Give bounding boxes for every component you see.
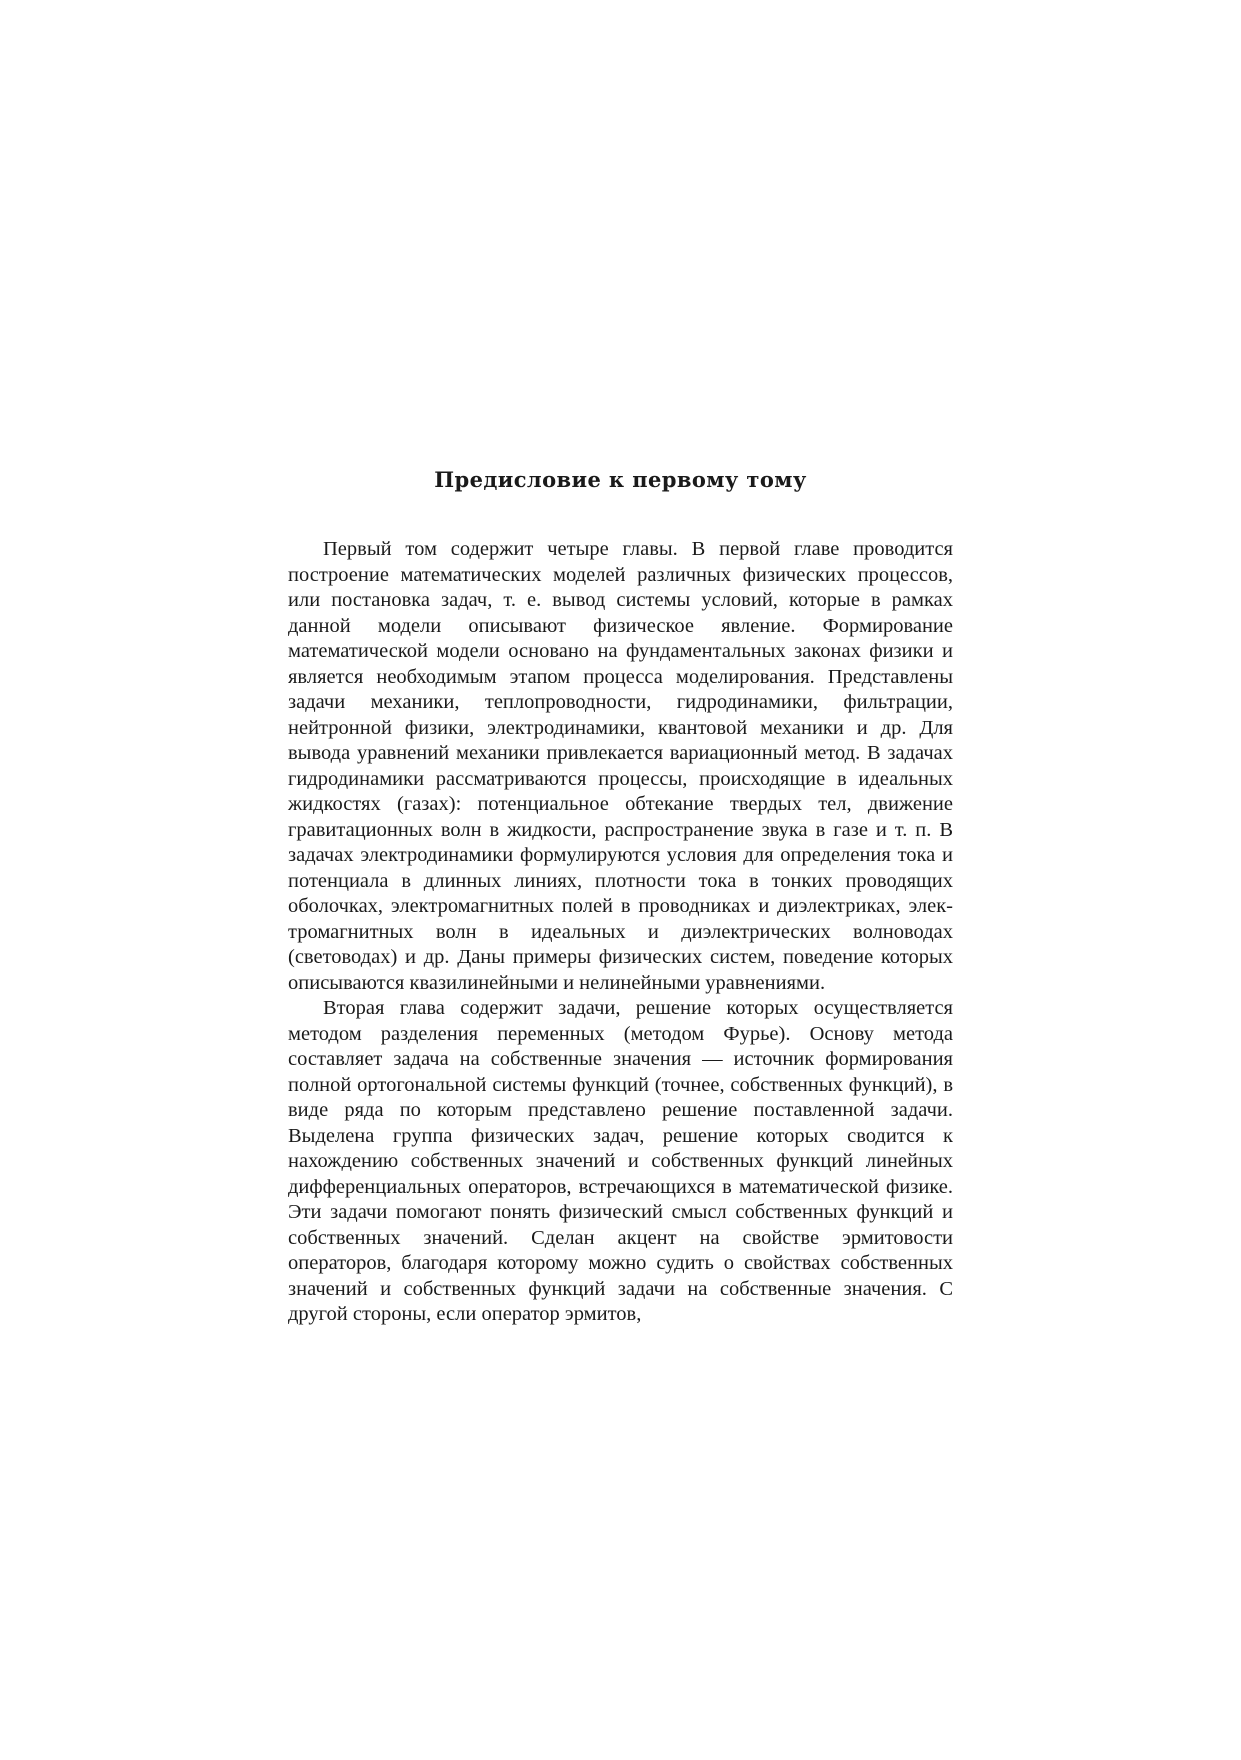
page-title: Предисловие к первому тому	[434, 467, 807, 492]
paragraph-2: Вторая глава содержит задачи, решение которых осуществляется методом разделения переменных (методом Фурье). Основу метода составляет задача на собственные значения — источник формирования полной ортогональной системы функций (точнее, собственных функций), в виде ряда по которым представлено решение поставленной задачи. Выделена группа физических задач, решение которых сводится к нахождению собственных значений и собственных функций линейных дифференциальных операторов, встречающихся в математической физике. Эти задачи помогают понять физический смысл собственных функций и собственных значений. Сделан акцент на свойстве эрмитовости операторов, благодаря которому можно судить о свойствах собственных значений и собственных функций задачи на собственные значения. С другой стороны, если оператор эрмитов,	[288, 997, 953, 1325]
paragraph-1: Первый том содержит четыре главы. В первой главе проводится построение математических моделей различных физических процессов, или постановка задач, т. е. вывод системы условий, которые в рамках данной модели описывают физическое явление. Формирование математической модели основано на фундаментальных законах физики и является необходимым этапом процесса моделирования. Представлены задачи механики, теплопроводности, гидродинамики, фильтрации, нейтронной физики, электродинамики, квантовой механики и др. Для вывода уравнений механики привлекается вариационный метод. В задачах гидродинамики рассматриваются процессы, происходящие в идеальных жидкостях (газах): потенциальное обтекание твердых тел, движение гравитационных волн в жидкости, распространение звука в газе и т. п. В задачах электродинамики формулируются условия для определения тока и потенциала в длинных линиях, плотности тока в тонких проводящих оболочках, электромагнитных полей в проводниках и диэлектриках, электромагнитных волн в идеальных и диэлектрических волноводах (световодах) и др. Даны примеры физических систем, поведение которых описываются квазилинейными и нелинейными уравнениями.	[288, 538, 953, 994]
preface-body	[288, 537, 953, 1328]
